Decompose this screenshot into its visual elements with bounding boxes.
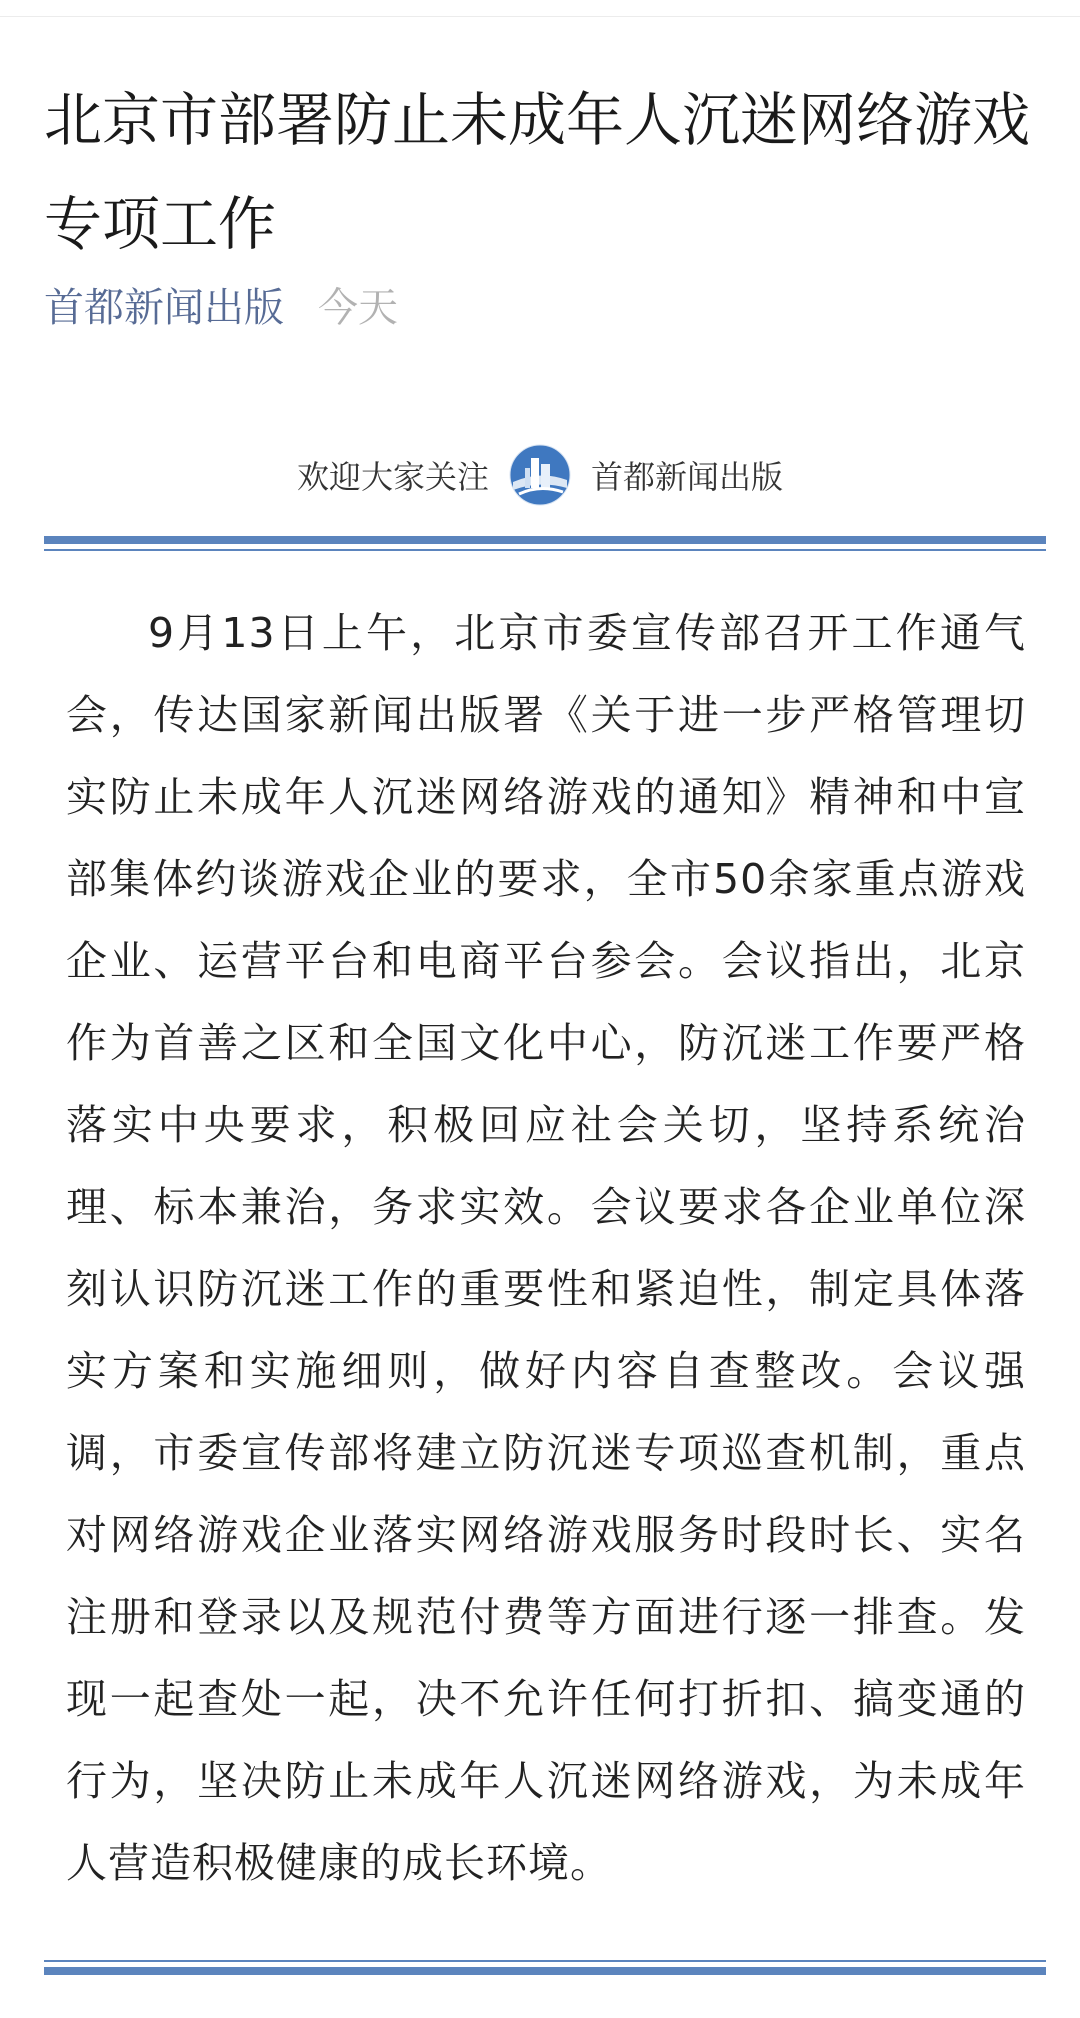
- article-body-paragraph: 9月13日上午，北京市委宣传部召开工作通气会，传达国家新闻出版署《关于进一步严格管理切实防止未成年人沉迷网络游戏的通知》精神和中宣部集体约谈游戏企业的要求，全市50余家重点游戏企业、运营平台和电商平台参会。会议指出，北京作为首善之区和全国文化中心，防沉迷工作要严格落实中央要求，积极回应社会关切，坚持系统治理、标本兼治，务求实效。会议要求各企业单位深刻认识防沉迷工作的重要性和紧迫性，制定具体落实方案和实施细则，做好内容自查整改。会议强调，市委宣传部将建立防沉迷专项巡查机制，重点对网络游戏企业落实网络游戏服务时段时长、实名注册和登录以及规范付费等方面进行逐一排查。发现一起查处一起，决不允许任何打折扣、搞变通的行为，坚决防止未成年人沉迷网络游戏，为未成年人营造积极健康的成长环境。: [66, 609, 1026, 1887]
- article-meta: [44, 274, 398, 334]
- follow-prefix: 欢迎大家关注: [296, 458, 489, 496]
- account-name-link[interactable]: 首都新闻出版: [44, 284, 284, 331]
- building-globe-logo-icon: [509, 444, 571, 506]
- publish-time: 今天: [318, 284, 398, 331]
- top-divider: [0, 16, 1080, 17]
- bottom-blue-divider: [44, 1960, 1046, 1975]
- top-blue-divider: [44, 536, 1046, 551]
- article-title: 北京市部署防止未成年人沉迷网络游戏专项工作: [44, 86, 1031, 258]
- follow-account-name: 首都新闻出版: [591, 458, 784, 496]
- follow-banner: [0, 440, 1080, 510]
